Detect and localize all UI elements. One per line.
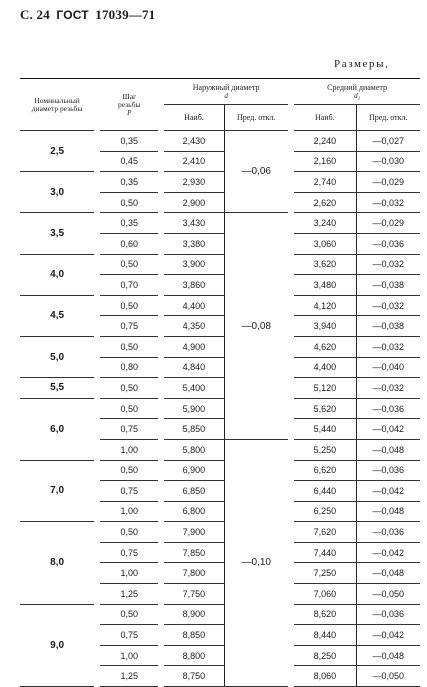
outer-max: 5,400 xyxy=(164,378,224,399)
thread-step: 1,00 xyxy=(100,645,158,666)
mid-tolerance: —0,036 xyxy=(356,398,420,419)
nominal-diameter: 8,0 xyxy=(20,522,94,604)
thread-step: 1,25 xyxy=(100,666,158,687)
mid-max: 3,240 xyxy=(294,213,356,234)
table-row xyxy=(20,460,420,481)
table-row xyxy=(20,213,420,234)
thread-step: 0,50 xyxy=(100,295,158,316)
outer-max: 7,900 xyxy=(164,522,224,543)
outer-max: 4,400 xyxy=(164,295,224,316)
mid-max: 8,620 xyxy=(294,604,356,625)
mid-tolerance: —0,038 xyxy=(356,275,420,296)
outer-max: 7,750 xyxy=(164,584,224,605)
header-nominal-diameter: Номинальный диаметр резьбы xyxy=(20,79,94,131)
mid-tolerance: —0,050 xyxy=(356,584,420,605)
outer-max: 6,800 xyxy=(164,501,224,522)
outer-max: 2,430 xyxy=(164,131,224,152)
standard-label: ГОСТ xyxy=(56,8,89,22)
thread-step: 0,75 xyxy=(100,316,158,337)
table-row xyxy=(20,522,420,543)
mid-max: 7,250 xyxy=(294,563,356,584)
outer-max: 5,850 xyxy=(164,419,224,440)
mid-max: 4,120 xyxy=(294,295,356,316)
header-step-symbol: P xyxy=(127,108,132,117)
outer-max: 8,850 xyxy=(164,625,224,646)
mid-tolerance: —0,050 xyxy=(356,666,420,687)
thread-step: 0,50 xyxy=(100,378,158,399)
header-outer-max: Наиб. xyxy=(164,105,224,131)
mid-tolerance: —0,032 xyxy=(356,378,420,399)
outer-tolerance: —0,06 xyxy=(224,131,288,213)
thread-step: 0,45 xyxy=(100,151,158,172)
mid-max: 7,060 xyxy=(294,584,356,605)
page-number: С. 24 xyxy=(20,7,50,22)
nominal-diameter: 6,0 xyxy=(20,398,94,460)
outer-max: 2,410 xyxy=(164,151,224,172)
header-mid-diameter xyxy=(294,79,420,105)
mid-max: 7,440 xyxy=(294,542,356,563)
header-outer-tol: Пред. откл. xyxy=(224,105,288,131)
thread-step: 0,75 xyxy=(100,419,158,440)
thread-step: 0,50 xyxy=(100,522,158,543)
mid-max: 5,620 xyxy=(294,398,356,419)
thread-step: 0,35 xyxy=(100,172,158,193)
thread-step: 0,70 xyxy=(100,275,158,296)
mid-tolerance: —0,036 xyxy=(356,233,420,254)
nominal-diameter: 5,5 xyxy=(20,378,94,399)
thread-step: 0,35 xyxy=(100,131,158,152)
mid-tolerance: —0,036 xyxy=(356,522,420,543)
mid-tolerance: —0,048 xyxy=(356,645,420,666)
thread-step: 0,50 xyxy=(100,460,158,481)
mid-tolerance: —0,027 xyxy=(356,131,420,152)
thread-step: 0,80 xyxy=(100,357,158,378)
mid-max: 2,240 xyxy=(294,131,356,152)
header-mid-max: Наиб. xyxy=(294,105,356,131)
thread-step: 0,75 xyxy=(100,481,158,502)
mid-max: 2,620 xyxy=(294,192,356,213)
outer-max: 3,380 xyxy=(164,233,224,254)
mid-tolerance: —0,040 xyxy=(356,357,420,378)
mid-max: 5,250 xyxy=(294,439,356,460)
outer-max: 7,800 xyxy=(164,563,224,584)
mid-tolerance: —0,036 xyxy=(356,604,420,625)
mid-tolerance: —0,032 xyxy=(356,192,420,213)
mid-tolerance: —0,048 xyxy=(356,439,420,460)
mid-max: 8,440 xyxy=(294,625,356,646)
outer-max: 4,840 xyxy=(164,357,224,378)
mid-tolerance: —0,042 xyxy=(356,419,420,440)
mid-tolerance: —0,036 xyxy=(356,460,420,481)
table-row xyxy=(20,131,420,152)
outer-tolerance: —0,08 xyxy=(224,213,288,440)
mid-tolerance: —0,042 xyxy=(356,542,420,563)
table-caption: Размеры, xyxy=(334,58,390,70)
header-thread-step xyxy=(100,79,158,131)
outer-max: 8,900 xyxy=(164,604,224,625)
thread-step: 1,25 xyxy=(100,584,158,605)
mid-max: 2,740 xyxy=(294,172,356,193)
outer-max: 2,900 xyxy=(164,192,224,213)
outer-max: 8,800 xyxy=(164,645,224,666)
mid-max: 3,060 xyxy=(294,233,356,254)
mid-tolerance: —0,032 xyxy=(356,295,420,316)
nominal-diameter: 7,0 xyxy=(20,460,94,522)
mid-max: 3,620 xyxy=(294,254,356,275)
nominal-diameter: 2,5 xyxy=(20,131,94,172)
mid-tolerance: —0,042 xyxy=(356,481,420,502)
nominal-diameter: 9,0 xyxy=(20,604,94,686)
outer-max: 5,900 xyxy=(164,398,224,419)
thread-step: 0,50 xyxy=(100,604,158,625)
mid-max: 8,250 xyxy=(294,645,356,666)
header-mid-title: Средний диаметр xyxy=(327,82,387,92)
mid-max: 7,620 xyxy=(294,522,356,543)
outer-max: 6,900 xyxy=(164,460,224,481)
nominal-diameter: 4,0 xyxy=(20,254,94,295)
header-mid-symbol: d₂ xyxy=(354,91,361,100)
header-step-line2: резьбы xyxy=(118,99,141,109)
thread-step: 0,35 xyxy=(100,213,158,234)
standard-number: 17039—71 xyxy=(95,7,156,22)
mid-max: 6,620 xyxy=(294,460,356,481)
mid-tolerance: —0,042 xyxy=(356,625,420,646)
thread-step: 0,60 xyxy=(100,233,158,254)
outer-max: 6,850 xyxy=(164,481,224,502)
mid-tolerance: —0,032 xyxy=(356,254,420,275)
outer-tolerance: —0,10 xyxy=(224,439,288,686)
table-row xyxy=(20,398,420,419)
header-outer-title: Наружный диаметр xyxy=(192,82,260,92)
mid-max: 5,120 xyxy=(294,378,356,399)
mid-max: 8,060 xyxy=(294,666,356,687)
outer-max: 4,350 xyxy=(164,316,224,337)
thread-step: 0,50 xyxy=(100,336,158,357)
header-mid-tol: Пред. откл. xyxy=(356,105,420,131)
mid-max: 2,160 xyxy=(294,151,356,172)
nominal-diameter: 3,0 xyxy=(20,172,94,213)
outer-max: 2,930 xyxy=(164,172,224,193)
mid-tolerance: —0,038 xyxy=(356,316,420,337)
table-row xyxy=(20,378,420,399)
thread-step: 0,50 xyxy=(100,398,158,419)
thread-step: 1,00 xyxy=(100,563,158,584)
mid-max: 6,440 xyxy=(294,481,356,502)
thread-step: 1,00 xyxy=(100,439,158,460)
thread-step: 0,50 xyxy=(100,192,158,213)
mid-tolerance: —0,030 xyxy=(356,151,420,172)
table-row xyxy=(20,336,420,357)
table-row xyxy=(20,172,420,193)
outer-max: 7,850 xyxy=(164,542,224,563)
mid-tolerance: —0,032 xyxy=(356,336,420,357)
header-step-line1: Шаг xyxy=(122,91,137,101)
mid-max: 4,400 xyxy=(294,357,356,378)
header-outer-diameter xyxy=(164,79,288,105)
mid-max: 3,480 xyxy=(294,275,356,296)
mid-tolerance: —0,029 xyxy=(356,213,420,234)
outer-max: 4,900 xyxy=(164,336,224,357)
mid-tolerance: —0,029 xyxy=(356,172,420,193)
mid-tolerance: —0,048 xyxy=(356,501,420,522)
mid-max: 3,940 xyxy=(294,316,356,337)
table-row xyxy=(20,295,420,316)
table-row xyxy=(20,604,420,625)
nominal-diameter: 5,0 xyxy=(20,336,94,377)
thread-step: 0,50 xyxy=(100,254,158,275)
outer-max: 5,800 xyxy=(164,439,224,460)
mid-max: 4,620 xyxy=(294,336,356,357)
header-outer-symbol: d xyxy=(224,91,228,100)
nominal-diameter: 4,5 xyxy=(20,295,94,336)
outer-max: 3,430 xyxy=(164,213,224,234)
outer-max: 8,750 xyxy=(164,666,224,687)
thread-step: 0,75 xyxy=(100,625,158,646)
thread-step: 1,00 xyxy=(100,501,158,522)
mid-tolerance: —0,048 xyxy=(356,563,420,584)
mid-max: 5,440 xyxy=(294,419,356,440)
mid-max: 6,250 xyxy=(294,501,356,522)
outer-max: 3,900 xyxy=(164,254,224,275)
thread-dimensions-table xyxy=(20,78,420,687)
table-row xyxy=(20,254,420,275)
outer-max: 3,860 xyxy=(164,275,224,296)
thread-step: 0,75 xyxy=(100,542,158,563)
nominal-diameter: 3,5 xyxy=(20,213,94,254)
page-header xyxy=(20,7,155,23)
